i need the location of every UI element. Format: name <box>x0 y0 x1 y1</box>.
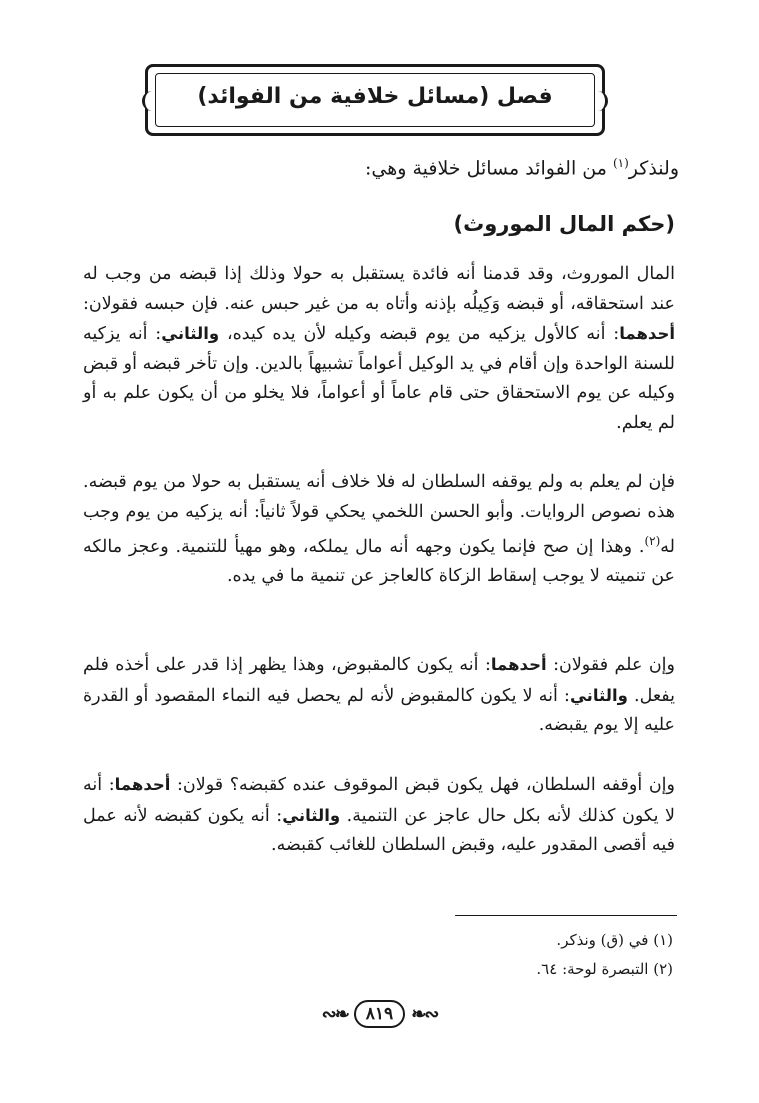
page-number: ٨١٩ <box>354 1000 405 1028</box>
chapter-title: فصل (مسائل خلافية من الفوائد) <box>197 84 553 109</box>
intro-start: ولنذكر <box>628 157 679 180</box>
p3-first-opinion: أحدهما <box>490 655 547 674</box>
p4-text-2: : أنه لا يكون كذلك لأنه بكل حال عاجز عن التنمية. <box>83 775 675 826</box>
p4-second-opinion: والثاني <box>282 805 341 825</box>
chapter-title-frame <box>145 64 605 136</box>
p1-text-1: المال الموروث، وقد قدمنا أنه فائدة يستقبل به حولا وذلك إذا قبضه من وجب له عند استحقاقه، أو قبضه وَكِيلُه بإذنه وأتاه به من غير حبس عنه. فإن حبسه فقولان: <box>83 264 675 314</box>
p1-second-opinion: والثاني <box>161 324 220 343</box>
intro-line <box>79 148 679 183</box>
p1-first-opinion: أحدهما <box>619 324 675 343</box>
section-heading: (حكم المال الموروث) <box>453 212 675 236</box>
p1-text-2: : أنه كالأول يزكيه من يوم قبضه وكيله لأن يده كيده، <box>219 324 620 344</box>
p3-text-2: : أنه يكون كالمقبوض، وهذا يظهر إذا قدر على أخذه فلم يفعل. <box>83 655 676 706</box>
paragraph-inherited-wealth <box>83 260 675 438</box>
p1-text-3: : أنه يزكيه للسنة الواحدة وإن أقام في يد الوكيل أعواماً تشبيهاً بالدين. وإن تأخر قبضه أو قبض وكيله عن يوم الاستحقاق حتى قام عاماً أو أعواماً، فلا يخلو من أن يكون علم به أو لم يعلم. <box>83 324 675 433</box>
p4-first-opinion: أحدهما <box>114 775 171 794</box>
p4-text-3: : أنه يكون كقبضه لأنه عمل فيه أقصى المقدور عليه، وقبض السلطان للغائب كقبضه. <box>83 805 675 855</box>
footnote-2: (٢) التبصرة لوحة: ٦٤. <box>536 960 673 978</box>
footnote-mark-2: (٢) <box>644 534 661 548</box>
p3-text-3: : أنه لا يكون كالمقبوض لأنه لم يحصل فيه النماء المقصود أو القدرة عليه إلا يوم يقبضه. <box>83 685 675 735</box>
flourish-right-icon: ❧∾ <box>411 1003 438 1025</box>
flourish-left-icon: ∾❧ <box>321 1003 348 1025</box>
p3-second-opinion: والثاني <box>569 685 628 705</box>
footnote-mark-1: (١) <box>612 156 629 170</box>
p4-text-1: وإن أوقفه السلطان، فهل يكون قبض الموقوف عنده كقبضه؟ قولان: <box>170 775 675 795</box>
p2-text-2: . وهذا إن صح فإنما يكون وجهه أنه مال يملكه، وهو مهيأ للتنمية. وعجز مالكه عن تنميته لا يوجب إسقاط الزكاة كالعاجز عن تنمية ما في يده. <box>83 536 675 587</box>
paragraph-sultan-held <box>83 770 675 861</box>
p2-text-1: فإن لم يعلم به ولم يوقفه السلطان له فلا خلاف أنه يستقبل به حولا من يوم قبضه. هذه نصوص الروايات. وأبو الحسن اللخمي يحكي قولاً ثانياً: أنه يزكيه من يوم وجب له <box>83 472 675 557</box>
intro-end: من الفوائد مسائل خلافية وهي: <box>364 157 613 180</box>
page-number-ornament <box>0 1000 759 1028</box>
paragraph-not-known <box>83 468 675 592</box>
paragraph-known <box>83 650 675 741</box>
footnote-1: (١) في (ق) ونذكر. <box>556 931 673 949</box>
p3-text-1: وإن علم فقولان: <box>546 655 675 675</box>
footnote-separator <box>455 915 677 916</box>
